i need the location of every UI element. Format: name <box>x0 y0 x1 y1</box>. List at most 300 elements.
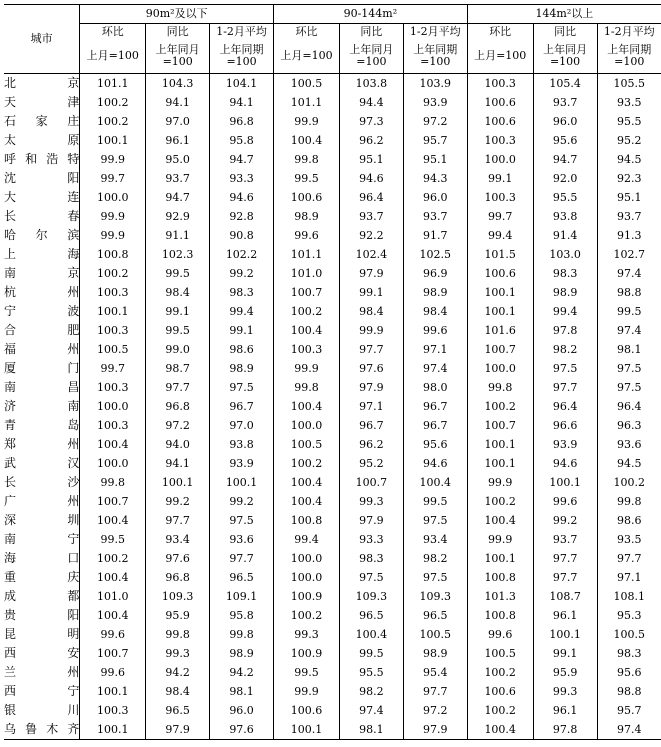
base-label-line: =100 <box>614 55 645 68</box>
index-value: 100.0 <box>274 416 340 435</box>
subheader-avg: 1-2月平均 <box>597 24 661 40</box>
index-value: 102.7 <box>597 245 661 264</box>
index-value: 100.2 <box>597 473 661 492</box>
index-value: 97.8 <box>533 720 597 740</box>
index-value: 96.7 <box>210 397 274 416</box>
index-value: 100.4 <box>274 397 340 416</box>
table-row <box>4 606 661 625</box>
table-row <box>4 169 661 188</box>
index-value: 97.4 <box>597 264 661 283</box>
index-value: 101.0 <box>80 587 146 606</box>
index-value: 100.1 <box>533 473 597 492</box>
base-label-line: 上年同月 <box>349 43 394 56</box>
index-value: 97.5 <box>403 511 467 530</box>
table-row <box>4 131 661 150</box>
city-name: 昆明 <box>4 627 80 641</box>
group-header-small: 90m²及以下 <box>80 5 274 24</box>
index-value: 95.6 <box>533 131 597 150</box>
city-name: 福州 <box>4 342 80 356</box>
base-label-text <box>543 43 587 68</box>
subheader-yoy: 同比 <box>533 24 597 40</box>
index-value: 99.8 <box>597 492 661 511</box>
base-label-line: =100 <box>162 55 193 68</box>
index-value: 100.2 <box>80 93 146 112</box>
index-value: 100.7 <box>339 473 403 492</box>
index-value: 96.8 <box>146 568 210 587</box>
index-value: 103.9 <box>403 74 467 94</box>
index-value: 100.8 <box>80 245 146 264</box>
index-value: 108.7 <box>533 587 597 606</box>
index-value: 95.0 <box>146 150 210 169</box>
index-value: 98.7 <box>146 359 210 378</box>
city-name: 太原 <box>4 133 80 147</box>
index-value: 99.1 <box>467 169 533 188</box>
index-value: 99.7 <box>80 359 146 378</box>
index-value: 97.5 <box>210 378 274 397</box>
city-name: 宁波 <box>4 304 80 318</box>
index-value: 92.3 <box>597 169 661 188</box>
index-value: 95.7 <box>403 131 467 150</box>
index-value: 99.9 <box>80 150 146 169</box>
index-value: 91.4 <box>533 226 597 245</box>
index-value: 100.7 <box>467 416 533 435</box>
index-value: 97.8 <box>533 321 597 340</box>
index-value: 100.6 <box>467 93 533 112</box>
index-value: 96.5 <box>403 606 467 625</box>
index-value: 93.7 <box>403 207 467 226</box>
index-value: 94.4 <box>339 93 403 112</box>
index-value: 92.8 <box>210 207 274 226</box>
index-value: 99.1 <box>339 283 403 302</box>
index-value: 100.3 <box>80 283 146 302</box>
index-value: 98.9 <box>533 283 597 302</box>
index-value: 98.9 <box>403 283 467 302</box>
index-value: 95.1 <box>339 150 403 169</box>
index-value: 97.4 <box>597 720 661 740</box>
city-name: 呼和浩特 <box>4 152 80 166</box>
table-header <box>4 5 661 74</box>
table-row <box>4 416 661 435</box>
base-label-line: 上年同月 <box>155 43 200 56</box>
index-value: 97.4 <box>597 321 661 340</box>
index-value: 98.3 <box>533 264 597 283</box>
index-value: 100.2 <box>80 549 146 568</box>
base-label-yoy <box>339 39 403 74</box>
base-label-mom: 上月=100 <box>467 39 533 74</box>
index-value: 97.9 <box>339 378 403 397</box>
city-name: 哈尔滨 <box>4 228 80 242</box>
index-value: 96.7 <box>403 416 467 435</box>
city-name: 北京 <box>4 76 80 90</box>
index-value: 96.1 <box>146 131 210 150</box>
index-value: 97.5 <box>339 568 403 587</box>
city-name: 武汉 <box>4 456 80 470</box>
index-value: 100.5 <box>274 74 340 94</box>
index-value: 94.7 <box>146 188 210 207</box>
table-row <box>4 359 661 378</box>
city-name: 合肥 <box>4 323 80 337</box>
index-value: 95.6 <box>403 435 467 454</box>
table-row <box>4 226 661 245</box>
index-value: 102.2 <box>210 245 274 264</box>
index-value: 101.1 <box>274 93 340 112</box>
table-row <box>4 720 661 740</box>
index-value: 109.3 <box>146 587 210 606</box>
index-value: 96.5 <box>210 568 274 587</box>
index-value: 99.3 <box>339 492 403 511</box>
index-value: 100.4 <box>403 473 467 492</box>
index-value: 100.4 <box>274 131 340 150</box>
index-value: 99.4 <box>533 302 597 321</box>
index-value: 92.2 <box>339 226 403 245</box>
index-value: 105.5 <box>597 74 661 94</box>
index-value: 99.2 <box>533 511 597 530</box>
index-value: 100.4 <box>339 625 403 644</box>
table-row <box>4 93 661 112</box>
city-name: 厦门 <box>4 361 80 375</box>
index-value: 99.2 <box>146 492 210 511</box>
index-value: 98.2 <box>339 682 403 701</box>
table-row <box>4 378 661 397</box>
index-value: 99.1 <box>146 302 210 321</box>
index-value: 95.9 <box>146 606 210 625</box>
index-value: 98.6 <box>597 511 661 530</box>
price-index-table-container <box>4 4 661 740</box>
index-value: 99.4 <box>210 302 274 321</box>
base-label-line: 上年同期 <box>219 43 264 56</box>
index-value: 99.4 <box>274 530 340 549</box>
index-value: 98.2 <box>533 340 597 359</box>
index-value: 100.2 <box>274 302 340 321</box>
index-value: 95.8 <box>210 131 274 150</box>
index-value: 98.4 <box>339 302 403 321</box>
index-value: 102.4 <box>339 245 403 264</box>
table-row <box>4 340 661 359</box>
city-name: 深圳 <box>4 513 80 527</box>
city-name: 石家庄 <box>4 114 80 128</box>
index-value: 96.0 <box>403 188 467 207</box>
index-value: 94.0 <box>146 435 210 454</box>
index-value: 100.4 <box>80 435 146 454</box>
subheader-avg: 1-2月平均 <box>210 24 274 40</box>
index-value: 100.9 <box>274 644 340 663</box>
index-value: 92.0 <box>533 169 597 188</box>
index-value: 99.0 <box>146 340 210 359</box>
index-value: 97.7 <box>597 549 661 568</box>
index-value: 100.6 <box>467 264 533 283</box>
index-value: 99.5 <box>146 264 210 283</box>
index-value: 100.3 <box>80 416 146 435</box>
index-value: 97.4 <box>339 701 403 720</box>
index-value: 100.7 <box>80 644 146 663</box>
index-value: 93.3 <box>339 530 403 549</box>
index-value: 97.7 <box>146 511 210 530</box>
city-name: 长沙 <box>4 475 80 489</box>
index-value: 101.6 <box>467 321 533 340</box>
table-row <box>4 587 661 606</box>
index-value: 95.9 <box>533 663 597 682</box>
index-value: 100.2 <box>274 454 340 473</box>
index-value: 99.1 <box>210 321 274 340</box>
index-value: 97.1 <box>339 397 403 416</box>
table-row <box>4 245 661 264</box>
index-value: 93.5 <box>597 530 661 549</box>
group-header-large: 144m²以上 <box>467 5 661 24</box>
table-row <box>4 663 661 682</box>
base-label-text <box>413 43 457 68</box>
base-label-line: 上年同期 <box>413 43 458 56</box>
index-value: 100.1 <box>274 720 340 740</box>
index-value: 100.2 <box>467 492 533 511</box>
index-value: 100.1 <box>146 473 210 492</box>
base-label-line: =100 <box>226 55 257 68</box>
index-value: 100.1 <box>467 549 533 568</box>
city-name: 贵阳 <box>4 608 80 622</box>
city-name: 济南 <box>4 399 80 413</box>
table-row <box>4 207 661 226</box>
base-label-text <box>220 43 264 68</box>
index-value: 94.6 <box>210 188 274 207</box>
index-value: 97.7 <box>533 568 597 587</box>
index-value: 99.9 <box>274 112 340 131</box>
index-value: 96.3 <box>597 416 661 435</box>
index-value: 91.3 <box>597 226 661 245</box>
table-row <box>4 454 661 473</box>
index-value: 99.6 <box>403 321 467 340</box>
index-value: 94.3 <box>403 169 467 188</box>
index-value: 100.3 <box>274 340 340 359</box>
table-row <box>4 530 661 549</box>
index-value: 100.5 <box>80 340 146 359</box>
index-value: 98.4 <box>146 682 210 701</box>
index-value: 96.7 <box>339 416 403 435</box>
index-value: 105.4 <box>533 74 597 94</box>
index-value: 100.8 <box>467 606 533 625</box>
index-value: 96.1 <box>533 606 597 625</box>
index-value: 94.1 <box>146 454 210 473</box>
index-value: 100.3 <box>80 378 146 397</box>
index-value: 91.7 <box>403 226 467 245</box>
index-value: 98.8 <box>597 283 661 302</box>
index-value: 99.9 <box>80 207 146 226</box>
index-value: 96.5 <box>146 701 210 720</box>
index-value: 97.7 <box>533 549 597 568</box>
base-label-avg <box>597 39 661 74</box>
index-value: 100.0 <box>274 568 340 587</box>
index-value: 95.5 <box>339 663 403 682</box>
index-value: 100.7 <box>274 283 340 302</box>
index-value: 97.9 <box>146 720 210 740</box>
table-row <box>4 625 661 644</box>
index-value: 100.8 <box>274 511 340 530</box>
index-value: 99.5 <box>274 169 340 188</box>
city-name: 郑州 <box>4 437 80 451</box>
index-value: 102.5 <box>403 245 467 264</box>
table-row <box>4 188 661 207</box>
index-value: 100.3 <box>467 131 533 150</box>
index-value: 97.2 <box>403 701 467 720</box>
table-row <box>4 549 661 568</box>
index-value: 97.0 <box>146 112 210 131</box>
base-label-text <box>349 43 393 68</box>
city-name: 天津 <box>4 95 80 109</box>
index-value: 104.1 <box>210 74 274 94</box>
city-name: 上海 <box>4 247 80 261</box>
index-value: 98.8 <box>597 682 661 701</box>
index-value: 91.1 <box>146 226 210 245</box>
index-value: 100.1 <box>80 682 146 701</box>
base-label-text <box>156 43 200 68</box>
city-name: 南京 <box>4 266 80 280</box>
index-value: 99.6 <box>274 226 340 245</box>
table-row <box>4 435 661 454</box>
index-value: 97.5 <box>533 359 597 378</box>
subheader-mom: 环比 <box>467 24 533 40</box>
index-value: 99.5 <box>597 302 661 321</box>
index-value: 100.1 <box>467 283 533 302</box>
index-value: 100.3 <box>80 701 146 720</box>
index-value: 98.6 <box>210 340 274 359</box>
index-value: 99.9 <box>467 473 533 492</box>
index-value: 93.6 <box>210 530 274 549</box>
index-value: 100.8 <box>467 568 533 587</box>
index-value: 90.8 <box>210 226 274 245</box>
index-value: 97.6 <box>146 549 210 568</box>
city-name: 西宁 <box>4 684 80 698</box>
index-value: 94.2 <box>146 663 210 682</box>
index-value: 97.1 <box>403 340 467 359</box>
index-value: 97.2 <box>403 112 467 131</box>
index-value: 100.5 <box>597 625 661 644</box>
city-name: 西安 <box>4 646 80 660</box>
index-value: 94.6 <box>339 169 403 188</box>
index-value: 100.0 <box>274 549 340 568</box>
index-value: 100.1 <box>80 131 146 150</box>
index-value: 93.4 <box>146 530 210 549</box>
index-value: 103.8 <box>339 74 403 94</box>
index-value: 96.4 <box>597 397 661 416</box>
index-value: 100.4 <box>80 568 146 587</box>
index-value: 94.5 <box>597 150 661 169</box>
table-row <box>4 321 661 340</box>
city-name: 重庆 <box>4 570 80 584</box>
index-value: 109.3 <box>339 587 403 606</box>
index-value: 99.6 <box>80 625 146 644</box>
index-value: 100.5 <box>403 625 467 644</box>
base-label-line: =100 <box>356 55 387 68</box>
index-value: 93.8 <box>533 207 597 226</box>
table-row <box>4 264 661 283</box>
index-value: 98.3 <box>210 283 274 302</box>
index-value: 100.2 <box>274 606 340 625</box>
city-name: 青岛 <box>4 418 80 432</box>
index-value: 93.7 <box>146 169 210 188</box>
index-value: 100.2 <box>80 112 146 131</box>
index-value: 100.0 <box>80 454 146 473</box>
index-value: 94.7 <box>210 150 274 169</box>
index-value: 100.6 <box>467 682 533 701</box>
city-name: 长春 <box>4 209 80 223</box>
index-value: 99.5 <box>80 530 146 549</box>
index-value: 96.9 <box>403 264 467 283</box>
index-value: 95.3 <box>597 606 661 625</box>
index-value: 99.4 <box>467 226 533 245</box>
index-value: 94.2 <box>210 663 274 682</box>
index-value: 100.0 <box>467 150 533 169</box>
index-value: 96.8 <box>210 112 274 131</box>
index-value: 99.2 <box>210 264 274 283</box>
base-label-mom: 上月=100 <box>274 39 340 74</box>
index-value: 95.8 <box>210 606 274 625</box>
index-value: 97.7 <box>210 549 274 568</box>
index-value: 100.5 <box>274 435 340 454</box>
index-value: 100.0 <box>80 188 146 207</box>
city-name: 广州 <box>4 494 80 508</box>
index-value: 102.3 <box>146 245 210 264</box>
index-value: 99.1 <box>533 644 597 663</box>
index-value: 98.9 <box>403 644 467 663</box>
index-value: 99.8 <box>210 625 274 644</box>
index-value: 101.5 <box>467 245 533 264</box>
index-value: 98.3 <box>339 549 403 568</box>
index-value: 99.9 <box>467 530 533 549</box>
base-label-line: 上年同月 <box>543 43 588 56</box>
index-value: 94.5 <box>597 454 661 473</box>
index-value: 99.5 <box>274 663 340 682</box>
table-row <box>4 682 661 701</box>
index-value: 100.4 <box>467 511 533 530</box>
index-value: 100.3 <box>467 188 533 207</box>
index-value: 99.8 <box>467 378 533 397</box>
index-value: 109.1 <box>210 587 274 606</box>
index-value: 101.1 <box>274 245 340 264</box>
index-value: 98.4 <box>146 283 210 302</box>
index-value: 100.4 <box>274 321 340 340</box>
index-value: 100.1 <box>80 720 146 740</box>
index-value: 100.0 <box>80 397 146 416</box>
index-value: 93.7 <box>339 207 403 226</box>
index-value: 100.4 <box>80 511 146 530</box>
index-value: 100.3 <box>467 74 533 94</box>
table-row <box>4 568 661 587</box>
base-label-avg <box>403 39 467 74</box>
city-name: 南昌 <box>4 380 80 394</box>
index-value: 100.1 <box>467 302 533 321</box>
index-value: 98.0 <box>403 378 467 397</box>
index-value: 100.4 <box>274 473 340 492</box>
index-value: 93.8 <box>210 435 274 454</box>
index-value: 97.6 <box>210 720 274 740</box>
index-value: 96.4 <box>533 397 597 416</box>
index-value: 95.2 <box>597 131 661 150</box>
index-value: 100.2 <box>467 663 533 682</box>
base-label-line: =100 <box>420 55 451 68</box>
index-value: 95.2 <box>339 454 403 473</box>
index-value: 97.7 <box>403 682 467 701</box>
index-value: 100.5 <box>467 644 533 663</box>
index-value: 96.7 <box>403 397 467 416</box>
index-value: 98.4 <box>403 302 467 321</box>
index-value: 96.8 <box>146 397 210 416</box>
index-value: 97.9 <box>403 720 467 740</box>
index-value: 95.4 <box>403 663 467 682</box>
index-value: 99.8 <box>274 150 340 169</box>
subheader-mom: 环比 <box>274 24 340 40</box>
index-value: 108.1 <box>597 587 661 606</box>
index-value: 94.1 <box>146 93 210 112</box>
index-value: 92.9 <box>146 207 210 226</box>
index-value: 99.5 <box>146 321 210 340</box>
